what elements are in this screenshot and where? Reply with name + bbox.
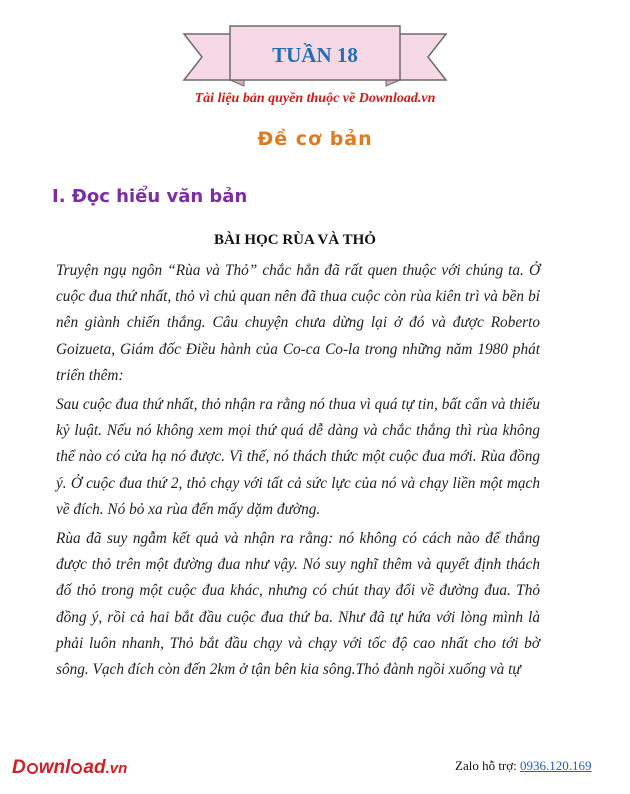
logo-o-ring-icon bbox=[27, 763, 38, 774]
week-label: TUẦN 18 bbox=[272, 43, 358, 67]
story-paragraph: Sau cuộc đua thứ nhất, thỏ nhận ra rằng nó thua vì quá tự tin, bất cẩn và thiếu kỷ luật. Nếu nó không xem mọi thứ quá dễ dàng và chắc thắng thì rùa không thể nào có cửa hạ nó được. Vì thế, nó thách thức một cuộc đua mới. Rùa đồng ý. Ở cuộc đua thứ 2, thỏ chạy với tất cả sức lực của nó và chạy liền một mạch về đích. Nó bỏ xa rùa đến mấy dặm đường. bbox=[56, 396, 540, 518]
support-label: Zalo hỗ trợ: bbox=[455, 758, 520, 773]
week-banner bbox=[182, 22, 448, 88]
story-paragraph: Truyện ngụ ngôn “Rùa và Thỏ” chắc hẳn đã rất quen thuộc với chúng ta. Ở cuộc đua thứ nhất, thỏ vì chủ quan nên đã thua cuộc còn rùa kiên trì và bền bỉ nên giành chiến thắng. Câu chuyện chưa dừng lại ở đó và được Roberto Goizueta, Giám đốc Điều hành của Co-ca Co-la trong những năm 1980 phát triển thêm: bbox=[56, 262, 540, 384]
support-phone-link[interactable]: 0936.120.169 bbox=[520, 758, 592, 773]
story-title: BÀI HỌC RÙA VÀ THỎ bbox=[214, 232, 376, 248]
support-contact bbox=[455, 758, 592, 774]
section-heading: I. Đọc hiểu văn bản bbox=[52, 186, 248, 207]
copyright-notice: Tài liệu bản quyền thuộc về Download.vn bbox=[194, 91, 436, 106]
story-body bbox=[56, 258, 540, 686]
exam-subtitle: Đề cơ bản bbox=[257, 128, 373, 150]
story-paragraph: Rùa đã suy ngẫm kết quả và nhận ra rằng: nó không có cách nào để thắng được thỏ trên một đường đua như vậy. Nó suy nghĩ thêm và quyết định thách đố thỏ trong một cuộc đua khác, nhưng có chút thay đổi về đường đua. Thỏ đồng ý, rồi cả hai bắt đầu cuộc đua thứ ba. Như đã tự hứa với lòng mình là phải luôn nhanh, Thỏ bắt đầu chạy và chạy với tốc độ cao nhất cho tới bờ sông. Vạch đích còn đến 2km ở tận bên kia sông.Thỏ đành ngồi xuống và tự bbox=[56, 530, 540, 679]
logo-o-ring-icon bbox=[71, 763, 82, 774]
download-logo[interactable]: D wnl ad.vn bbox=[12, 757, 128, 778]
